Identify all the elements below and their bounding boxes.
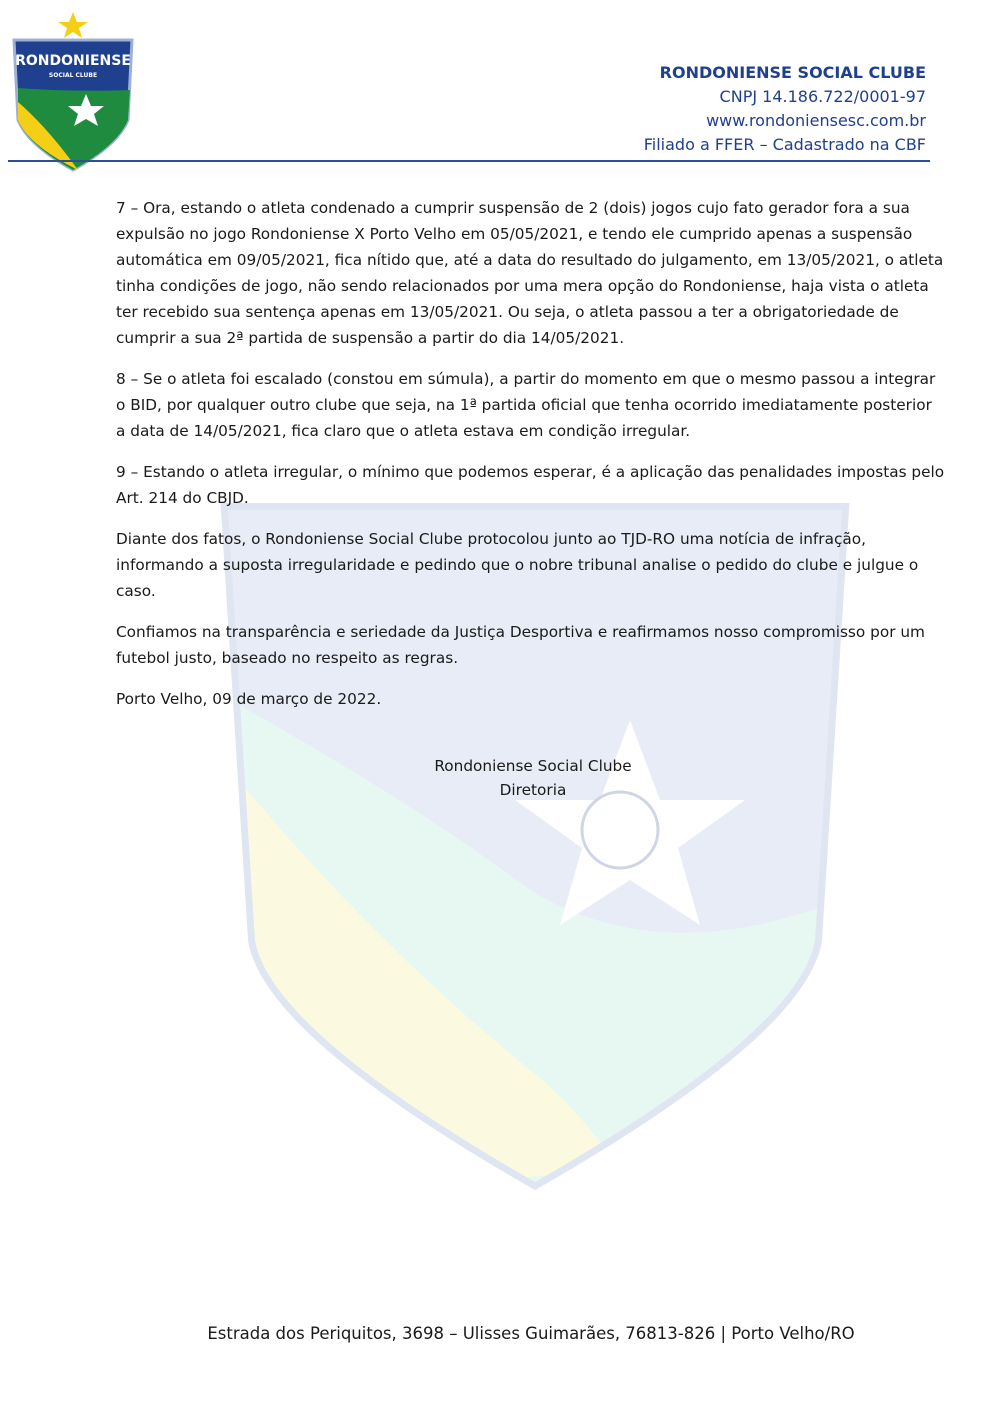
star-icon — [58, 12, 88, 38]
website: www.rondoniensesc.com.br — [706, 111, 926, 130]
paragraph-facts: Diante dos fatos, o Rondoniense Social Clube protocolou junto ao TJD-RO uma notícia de infração, informando a suposta irregularidade e pedindo que o nobre tribunal analise o pedido do clube e julgue o caso. — [116, 530, 919, 600]
affiliation: Filiado a FFER – Cadastrado na CBF — [643, 135, 926, 154]
signature-role: Diretoria — [499, 781, 567, 799]
footer-address: Estrada dos Periquitos, 3698 – Ulisses Guimarães, 76813-826 | Porto Velho/RO — [207, 1324, 855, 1343]
logo-subtitle: SOCIAL CLUBE — [48, 72, 98, 79]
club-crest-logo — [8, 10, 138, 172]
cnpj: CNPJ 14.186.722/0001-97 — [719, 87, 926, 106]
paragraph-7: 7 – Ora, estando o atleta condenado a cumprir suspensão de 2 (dois) jogos cujo fato gerador fora a sua expulsão no jogo Rondoniense X Porto Velho em 05/05/2021, e tendo ele cumprido apenas a suspensão automática em 09/05/2021, fica nítido que, até a data do resultado do julgamento, em 13/05/2021, o atleta tinha condições de jogo, não sendo relacionados por uma mera opção do Rondoniense, haja vista o atleta ter recebido sua sentença apenas em 13/05/2021. Ou seja, o atleta passou a ter a obrigatoriedade de cumprir a sua 2ª partida de suspensão a partir do dia 14/05/2021. — [116, 199, 944, 347]
paragraph-8: 8 – Se o atleta foi escalado (constou em súmula), a partir do momento em que o mesmo passou a integrar o BID, por qualquer outro clube que seja, na 1ª partida oficial que tenha ocorrido imediatamente posterior a data de 14/05/2021, fica claro que o atleta estava em condição irregular. — [116, 370, 936, 440]
logo-name: RONDONIENSE — [15, 53, 131, 69]
signature-block — [380, 754, 686, 802]
paragraph-trust: Confiamos na transparência e seriedade da Justiça Desportiva e reafirmamos nosso compromisso por um futebol justo, baseado no respeito as regras. — [116, 623, 925, 667]
header-divider — [8, 160, 930, 162]
letter-body — [116, 195, 946, 727]
date-line: Porto Velho, 09 de março de 2022. — [116, 690, 382, 708]
paragraph-9: 9 – Estando o atleta irregular, o mínimo que podemos esperar, é a aplicação das penalidades impostas pelo Art. 214 do CBJD. — [116, 463, 945, 507]
club-name: RONDONIENSE SOCIAL CLUBE — [659, 63, 926, 82]
letterhead-info — [644, 61, 926, 157]
signature-org: Rondoniense Social Clube — [434, 757, 632, 775]
